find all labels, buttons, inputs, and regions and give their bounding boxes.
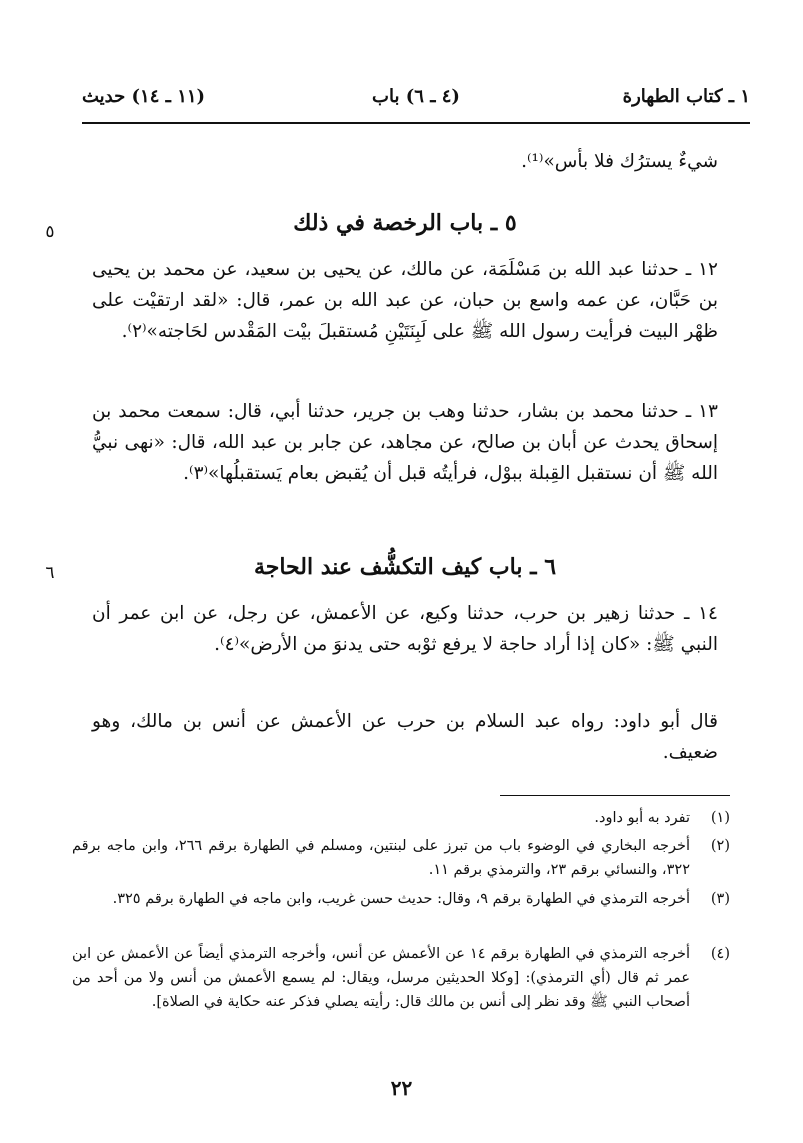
header-chapter-range: (٤ ـ ٦) باب <box>372 86 460 107</box>
hadith-13: ١٣ ـ حدثنا محمد بن بشار، حدثنا وهب بن جرير، حدثنا أبي، قال: سمعت محمد بن إسحاق يحدث عن أبان بن صالح، عن مجاهد، عن جابر بن عبد الله، قال: «نهى نبيُّ الله ﷺ أن نستقبل القِبلة ببوْل، فرأيتُه قبل أن يُقبض بعام يَستقبلُها»⁽٣⁾. <box>92 401 718 484</box>
footnote-number: (٣) <box>710 891 730 907</box>
footnote-divider <box>500 795 730 796</box>
running-header <box>82 86 750 114</box>
footnote-3 <box>72 887 730 911</box>
chapter-heading-5: ٥ ـ باب الرخصة في ذلك <box>293 210 517 236</box>
chapter-heading-6: ٦ ـ باب كيف التكشُّف عند الحاجة <box>253 554 557 580</box>
footnote-number: (٢) <box>710 838 730 854</box>
header-divider <box>82 122 750 124</box>
margin-chapter-number-6: ٦ <box>45 563 55 583</box>
header-hadith-range: (١١ ـ ١٤) حديث <box>82 86 206 107</box>
footnote-number: (١) <box>710 810 730 826</box>
footnote-text: أخرجه الترمذي في الطهارة برقم ٩، وقال: حديث حسن غريب، وابن ماجه في الطهارة برقم ٣٢٥. <box>112 891 690 907</box>
hadith-12: ١٢ ـ حدثنا عبد الله بن مَسْلَمَة، عن مالك، عن يحيى بن سعيد، عن محمد بن يحيى بن حَبَّان، عن عمه واسع بن حبان، عن عبد الله بن عمر، قال: «لقد ارتقيْت على ظهْر البيت فرأيت رسول الله ﷺ على لَبِنَتَيْنِ مُستقبلَ بيْت المَقْدس لحَاجته»⁽٢⁾. <box>92 259 718 342</box>
footnote-4 <box>72 942 730 1014</box>
continued-line: شيءٌ يسترُك فلا بأس»⁽¹⁾. <box>521 151 718 172</box>
footnote-2 <box>72 834 730 882</box>
footnote-1 <box>72 806 730 830</box>
header-book-title: ١ ـ كتاب الطهارة <box>622 86 750 107</box>
margin-chapter-number-5: ٥ <box>45 222 55 242</box>
footnote-text: تفرد به أبو داود. <box>594 810 690 826</box>
footnote-text: أخرجه الترمذي في الطهارة برقم ١٤ عن الأعمش عن أنس، وأخرجه الترمذي أيضاً عن الأعمش عن ابن عمر ثم قال (أي الترمذي): [وكلا الحديثين مرسل، ويقال: لم يسمع الأعمش من أنس ولا من أحد من أصحاب النبي ﷺ وقد نظر إلى أنس بن مالك قال: رأيته يصلي فذكر عنه حكاية في الصلاة]. <box>72 946 690 1010</box>
footnote-number: (٤) <box>710 946 730 962</box>
page-number: ٢٢ <box>390 1076 413 1100</box>
hadith-14: ١٤ ـ حدثنا زهير بن حرب، حدثنا وكيع، عن الأعمش، عن رجل، عن ابن عمر أن النبي ﷺ: «كان إذا أراد حاجة لا يرفع ثوْبه حتى يدنوَ من الأرض»⁽٤⁾. <box>92 603 718 655</box>
footnote-text: أخرجه البخاري في الوضوء باب من تبرز على لبنتين، ومسلم في الطهارة برقم ٢٦٦، وابن ماجه برقم ٣٢٢، والنسائي برقم ٢٣، والترمذي برقم ١١. <box>72 838 690 878</box>
abu-dawud-comment: قال أبو داود: رواه عبد السلام بن حرب عن الأعمش عن أنس بن مالك، وهو ضعيف. <box>92 711 718 763</box>
